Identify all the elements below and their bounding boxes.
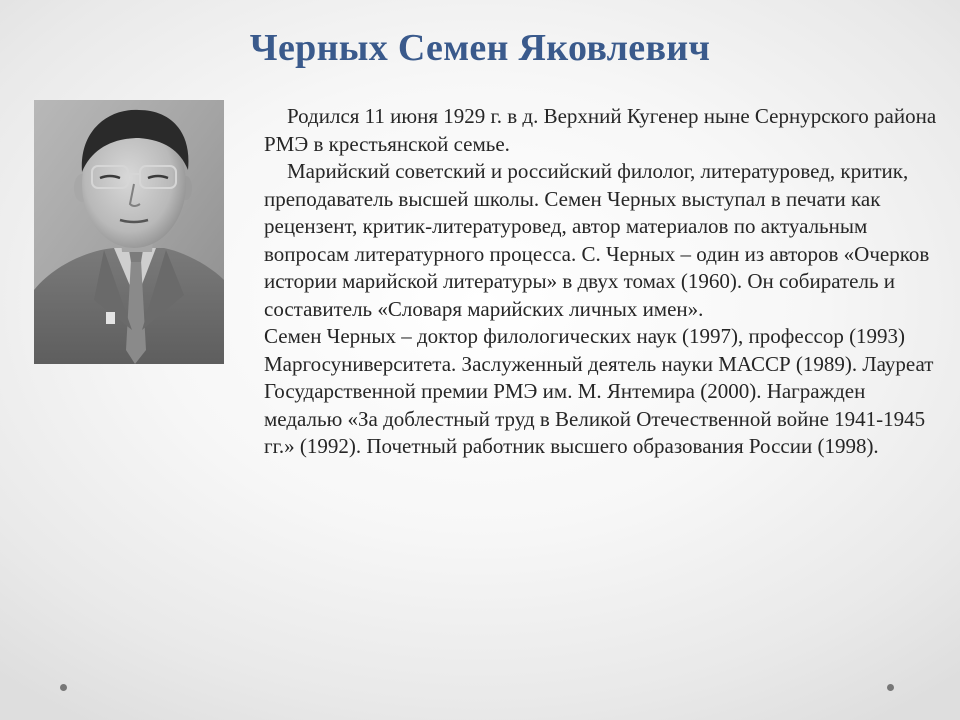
- slide-title: Черных Семен Яковлевич: [249, 27, 711, 69]
- decorative-dot-right: [887, 684, 894, 691]
- decorative-dot-left: [60, 684, 67, 691]
- biography-paragraph-birth: Родился 11 июня 1929 г. в д. Верхний Кугенер ныне Сернурского района РМЭ в крестьянской семье.: [264, 104, 937, 156]
- biography-paragraph-career: Марийский советский и российский филолог, литературовед, критик, преподаватель высшей школы. Семен Черных выступал в печати как рецензент, критик-литературовед, автор материалов по актуальным вопросам литературного процесса. С. Черных – один из авторов «Очерков истории марийской литературы» в двух томах (1960). Он собиратель и составитель «Словаря марийских личных имен».: [264, 159, 930, 321]
- biography-text: [264, 103, 944, 461]
- portrait-illustration: [34, 100, 224, 364]
- biography-paragraph-awards: Семен Черных – доктор филологических наук (1997), профессор (1993) Маргосуниверситета. Заслуженный деятель науки МАССР (1989). Лауреат Государственной премии РМЭ им. М. Янтемира (2000). Награжден медалью «За доблестный труд в Великой Отечественной войне 1941-1945 гг.» (1992). Почетный работник высшего образования России (1998).: [264, 324, 934, 458]
- portrait-photo: [34, 100, 224, 364]
